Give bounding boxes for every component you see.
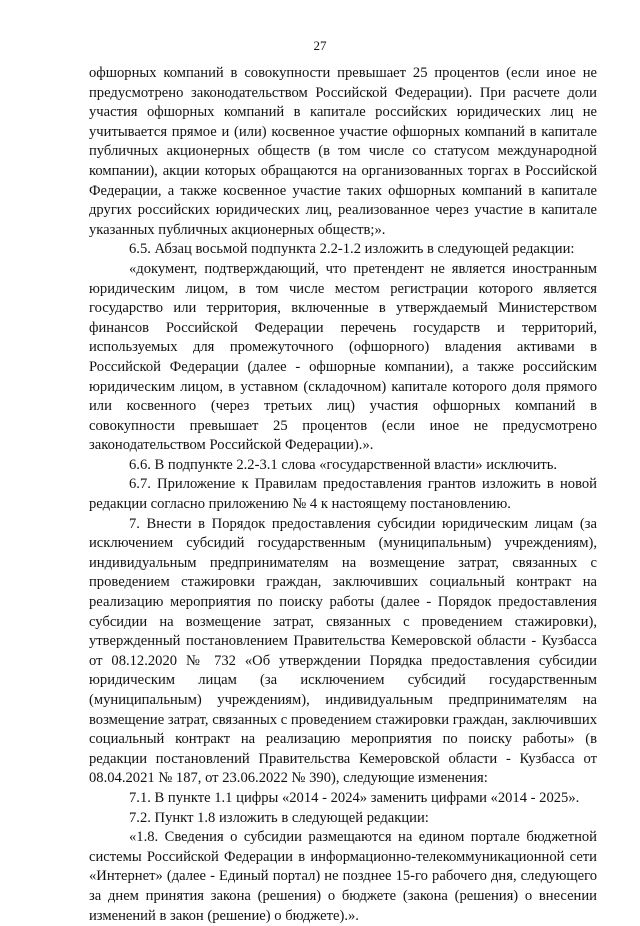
paragraph-6-7: 6.7. Приложение к Правилам предоставления грантов изложить в новой редакции согласно приложению № 4 к настоящему постановлению. — [89, 476, 597, 513]
paragraph-6-5: 6.5. Абзац восьмой подпункта 2.2-1.2 изложить в следующей редакции: — [129, 241, 575, 258]
paragraph-document-quote: «документ, подтверждающий, что претендент не является иностранным юридическим лицом, в том числе местом регистрации которого является государство или территория, включенные в утверждаемый Министерством финансов Российской Федерации перечень государств и территорий, используемых для промежуточного (офшорного) владения активами в Российской Федерации (далее - офшорные компании), а также российским юридическим лицом, в уставном (складочном) капитале которого доля прямого или косвенного (через третьих лиц) участия офшорных компаний в совокупности превышает 25 процентов (если иное не предусмотрено законодательством Российской Федерации).». — [89, 260, 597, 454]
paragraph-7-1: 7.1. В пункте 1.1 цифры «2014 - 2024» заменить цифрами «2014 - 2025». — [129, 789, 580, 806]
document-body — [89, 64, 597, 926]
paragraph-1-8-quote: «1.8. Сведения о субсидии размещаются на едином портале бюджетной системы Российской Федерации в информационно-телекоммуникационной сети «Интернет» (далее - Единый портал) не позднее 15-го рабочего дня, следующего за днем принятия закона (решения) о бюджете (закона (решения) о внесении изменений в закон (решение) о бюджете).». — [89, 829, 597, 924]
paragraph-7-2: 7.2. Пункт 1.8 изложить в следующей редакции: — [129, 809, 429, 826]
paragraph-7: 7. Внести в Порядок предоставления субсидии юридическим лицам (за исключением субсидий государственным (муниципальным) учреждениям), индивидуальным предпринимателям на возмещение затрат, связанных с проведением стажировки граждан, заключивших социальный контракт на реализацию мероприятия по поиску работы (далее - Порядок предоставления субсидии на возмещение затрат, связанных с проведением стажировки), утвержденный постановлением Правительства Кемеровской области - Кузбасса от 08.12.2020 № 732 «Об утверждении Порядка предоставления субсидии юридическим лицам (за исключением субсидий государственным (муниципальным) учреждениям), индивидуальным предпринимателям на возмещение затрат, связанных с проведением стажировки граждан, заключивших социальный контракт на реализацию мероприятия по поиску работы» (в редакции постановлений Правительства Кемеровской области - Кузбасса от 08.04.2021 № 187, от 23.06.2022 № 390), следующие изменения: — [89, 515, 597, 787]
paragraph-6-6: 6.6. В подпункте 2.2-3.1 слова «государственной власти» исключить. — [129, 456, 558, 473]
page-number: 27 — [313, 38, 327, 53]
paragraph-continuation: офшорных компаний в совокупности превышает 25 процентов (если иное не предусмотрено законодательством Российской Федерации). При расчете доли участия офшорных компаний в капитале российских юридических лиц не учитывается прямое и (или) косвенное участие офшорных компаний в капитале публичных акционерных обществ (в том числе со статусом международной компании), акции которых обращаются на организованных торгах в Российской Федерации, а также косвенное участие таких офшорных компаний в капитале других российских юридических лиц, реализованное через участие в капитале указанных публичных акционерных обществ;». — [89, 65, 597, 238]
